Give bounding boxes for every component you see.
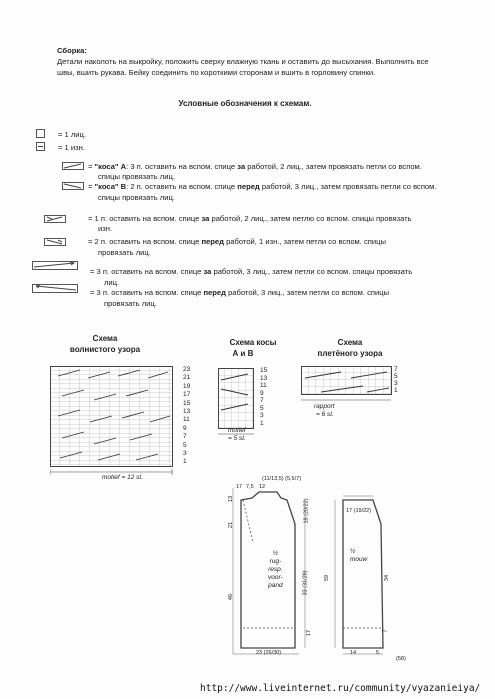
cable-a-label: "коса" А [94,162,127,171]
cable-chart-subtitle: А и В [232,349,254,358]
footer-url[interactable]: http://www.liveinternet.ru/community/vyazanieiya/ [200,683,481,694]
wavy-row-number: 17 [183,391,191,399]
cable-b-symbol-icon [62,182,84,190]
legend-symbol-4-line2: провязать лиц. [104,299,157,308]
sleeve-label-text: mouw [350,556,368,563]
braid-row-number: 5 [394,373,398,380]
sleeve-bottom-b: 5 [376,650,380,656]
wavy-row-number: 23 [183,366,191,373]
cross-3-symbol-icon [32,261,78,270]
wavy-row-number: 13 [183,407,191,415]
purl-symbol-icon [36,142,45,151]
knit-symbol-icon [36,129,45,138]
cable-motif-label: motief [228,427,246,434]
legend-purl: = 1 изн. [58,143,85,152]
wavy-row-number: 11 [183,416,190,424]
cable-a-symbol-icon [62,162,84,170]
back-label-1: rug- [269,558,282,565]
s1-b: работой, 2 лиц., затем петлю со вспом. спицы провязать [209,214,412,223]
sleeve-top-dim: 17 (19/22) [346,508,372,514]
cable-row-number: 3 [260,412,264,419]
cross-2-symbol-icon [44,238,66,246]
cable-b-label: "коса" В [94,182,127,191]
braid-rapport-label-2: = 6 st. [316,411,334,418]
wavy-row-number: 7 [183,433,187,441]
legend-cable-a-line2: спицы провязать лиц. [98,172,175,181]
s3-bold: за [203,267,212,276]
wavy-row-number: 1 [183,458,187,466]
cable-b-rest: работой, 3 лиц., затем провязать петли со вспом. [259,182,437,191]
cable-b-text: : 2 п. оставить на вспом. спице [126,182,238,191]
back-label-2: resp. [268,566,283,573]
top-mid-label: 7,5 [246,484,254,490]
braid-rapport-label: rapport [314,403,335,410]
garment-pattern-drawing [215,478,410,668]
s2-a: = 2 п. оставить на вспом. спице [88,237,202,246]
cross-4-symbol-icon [32,284,78,293]
braid-chart-grid [301,366,396,406]
braid-chart-subtitle: плетёного узора [317,349,383,358]
braid-row-number: 3 [394,380,398,387]
wavy-chart-title: Схема [92,334,118,343]
cable-b-bold: перед [237,182,260,191]
back-label-3: voor- [268,574,283,581]
dim-bottom: 23 (26/30) [256,650,282,656]
legend-symbol-2-line2: провязать лиц. [98,248,151,257]
page-number: (58) [396,656,406,662]
wavy-motif-label: motief = 12 st. [102,474,144,481]
top-dims-label: (11/13,5) (5,5/7) [262,476,302,482]
sleeve-label [350,548,367,564]
wavy-row-number: 21 [183,374,191,382]
dim-18: 18 (20/22) [303,498,310,524]
dim-33: 33 (31/29) [302,570,309,596]
legend-symbol-2 [88,237,386,247]
dim-46: 46 [228,593,235,601]
dim-21: 21 [228,521,235,529]
cable-row-numbers [260,368,267,428]
wavy-chart-subtitle: волнистого узора [69,345,141,354]
wavy-row-numbers [183,367,190,468]
wavy-row-number: 9 [183,424,187,432]
cross-1-symbol-icon [44,215,66,223]
cable-row-number: 13 [260,374,268,382]
cable-row-number: 1 [260,419,264,427]
legend-cable-b-line2: спицы провязать лиц. [98,193,175,202]
s1-a: = 1 п. оставить на вспом. спице [88,214,202,223]
legend-symbol-3 [90,267,412,277]
cable-a-rest: работой, 2 лиц., затем провязать петли со вспом. [245,162,422,171]
wavy-row-number: 15 [183,399,191,407]
cable-row-number: 5 [260,404,264,412]
legend-symbol-1-line2: изн. [98,224,113,233]
legend-knit: = 1 лиц. [58,130,87,139]
cable-row-number: 9 [260,389,264,397]
cable-row-number: 11 [260,382,267,389]
s4-b: работой, 3 лиц., затем петли со вспом. спицы [225,288,390,297]
cable-row-number: 7 [260,397,264,404]
braid-row-numbers [394,367,398,395]
wavy-row-number: 5 [183,441,187,449]
wavy-row-number: 3 [183,449,187,457]
wavy-chart-grid [50,366,180,486]
braid-row-number: 1 [394,387,398,394]
wavy-row-number: 19 [183,382,191,390]
legend-title: Условные обозначения к схемам. [178,99,312,108]
sleeve-bottom-a: 14 [350,650,357,656]
cable-row-number: 15 [260,367,268,374]
back-label-half: ½ [272,550,279,557]
cable-chart-title: Схема косы [229,338,277,347]
s2-bold: перед [201,237,224,246]
s3-b: работой, 3 лиц., затем петли со вспом. спицы провязать [211,267,413,276]
assembly-line-1: Детали наколоть на выкройку, положить сверху влажную ткань и оставить до высыхания. Выполнить все [57,57,429,66]
legend-symbol-1 [88,214,412,224]
dim-13: 13 [228,495,235,503]
braid-row-number: 7 [394,366,398,373]
sleeve-label-half: ½ [350,548,356,555]
cable-motif-label-2: = 5 st. [228,435,246,442]
s2-b: работой, 1 изн., затем петли со вспом. спицы [223,237,386,246]
assembly-title: Сборка: [57,46,87,55]
s4-bold: перед [203,288,226,297]
cable-a-bold: за [237,162,246,171]
s3-a: = 3 п. оставить на вспом. спице [90,267,204,276]
cable-a-text: : 3 п. оставить на вспом. спице [126,162,238,171]
legend-cable-b: = "коса" В: 2 п. оставить на вспом. спице перед работой, 3 лиц., затем провязать петли со вспом. [88,182,437,191]
dim-17: 17 [306,629,313,637]
legend-cable-a: = "коса" А: 3 п. оставить на вспом. спице за работой, 2 лиц., затем провязать петли со вспом. [88,162,422,171]
sleeve-dim-7: 7 [382,629,389,633]
assembly-line-2: швы, вшить рукава. Бейку соединить по короткими сторонам и вшить в горловину спинки. [57,68,376,77]
sleeve-dim-59: 59 [324,574,331,582]
s4-a: = 3 п. оставить на вспом. спице [90,288,204,297]
legend-symbol-4 [90,288,389,298]
top-mid2-label: 12 [259,484,266,490]
s1-bold: за [201,214,210,223]
back-front-label [268,550,283,590]
sleeve-dim-34: 34 [384,574,391,582]
braid-chart-title: Схема [337,338,363,347]
back-label-4: pand [268,582,283,589]
legend-symbol-3-line2: лиц. [104,278,120,287]
top-left-label: 17 [236,484,243,490]
